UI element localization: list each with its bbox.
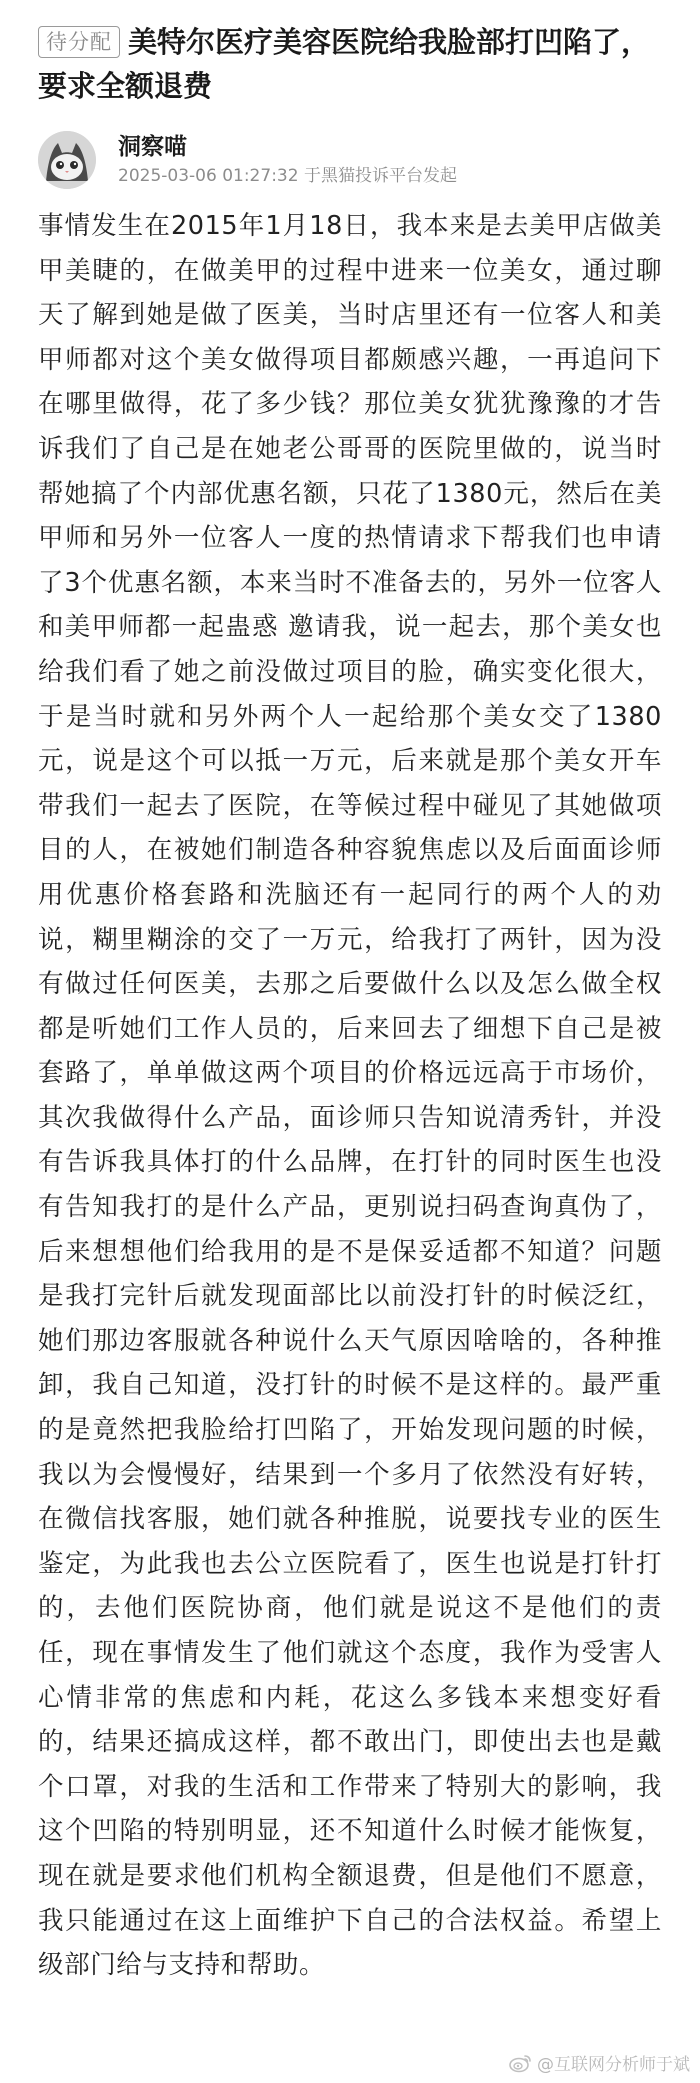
post-source: 于黑猫投诉平台发起 [303, 166, 457, 186]
complaint-title-block [38, 20, 662, 108]
author-name[interactable]: 洞察喵 [118, 134, 187, 160]
complaint-body: 事情发生在2015年1月18日，我本来是去美甲店做美甲美睫的，在做美甲的过程中进来一位美女，通过聊天了解到她是做了医美，当时店里还有一位客人和美甲师都对这个美女做得项目都颇感兴趣，一再追问下在哪里做得，花了多少钱？那位美女犹犹豫豫的才告诉我们了自己是在她老公哥哥的医院里做的，说当时帮她搞了个内部优惠名额，只花了1380元，然后在美甲师和另外一位客人一度的热情请求下帮我们也申请了3个优惠名额，本来当时不准备去的，另外一位客人和美甲师都一起蛊惑 邀请我，说一起去，那个美女也给我们看了她之前没做过项目的脸，确实变化很大，于是当时就和另外两个人一起给那个美女交了1380元，说是这个可以抵一万元，后来就是那个美女开车带我们一起去了医院，在等候过程中碰见了其她做项目的人，在被她们制造各种容貌焦虑以及后面面诊师用优惠价格套路和洗脑还有一起同行的两个人的劝说，糊里糊涂的交了一万元，给我打了两针，因为没有做过任何医美，去那之后要做什么以及怎么做全权都是听她们工作人员的，后来回去了细想下自己是被套路了，单单做这两个项目的价格远远高于市场价，其次我做得什么产品，面诊师只告知说清秀针，并没有告诉我具体打的什么品牌，在打针的同时医生也没有告知我打的是什么产品，更别说扫码查询真伪了，后来想想他们给我用的是不是保妥适都不知道？问题是我打完针后就发现面部比以前没打针的时候泛红，她们那边客服就各种说什么天气原因啥啥的，各种推卸，我自己知道，没打针的时候不是这样的。最严重的是竟然把我脸给打凹陷了，开始发现问题的时候，我以为会慢慢好，结果到一个多月了依然没有好转，在微信找客服，她们就各种推脱，说要找专业的医生鉴定，为此我也去公立医院看了，医生也说是打针打的，去他们医院协商，他们就是说这不是他们的责任，现在事情发生了他们就这个态度，我作为受害人心情非常的焦虑和内耗，花这么多钱本来想变好看的，结果还搞成这样，都不敢出门，即使出去也是戴个口罩，对我的生活和工作带来了特别大的影响，我这个凹陷的特别明显，还不知道什么时候才能恢复，现在就是要求他们机构全额退费，但是他们不愿意，我只能通过在这上面维护下自己的合法权益。希望上级部门给与支持和帮助。 [38, 211, 662, 1981]
author-row [38, 130, 662, 190]
author-meta [118, 132, 457, 188]
watermark [509, 2050, 690, 2075]
status-badge: 待分配 [38, 26, 120, 58]
post-meta [118, 164, 457, 188]
weibo-icon [509, 2053, 533, 2073]
cat-avatar-icon [38, 131, 96, 189]
post-datetime: 2025-03-06 01:27:32 [118, 166, 299, 186]
watermark-text: @互联网分析师于斌 [537, 2055, 690, 2075]
complaint-title: 美特尔医疗美容医院给我脸部打凹陷了，要求全额退费 [38, 25, 651, 103]
avatar[interactable] [38, 131, 96, 189]
